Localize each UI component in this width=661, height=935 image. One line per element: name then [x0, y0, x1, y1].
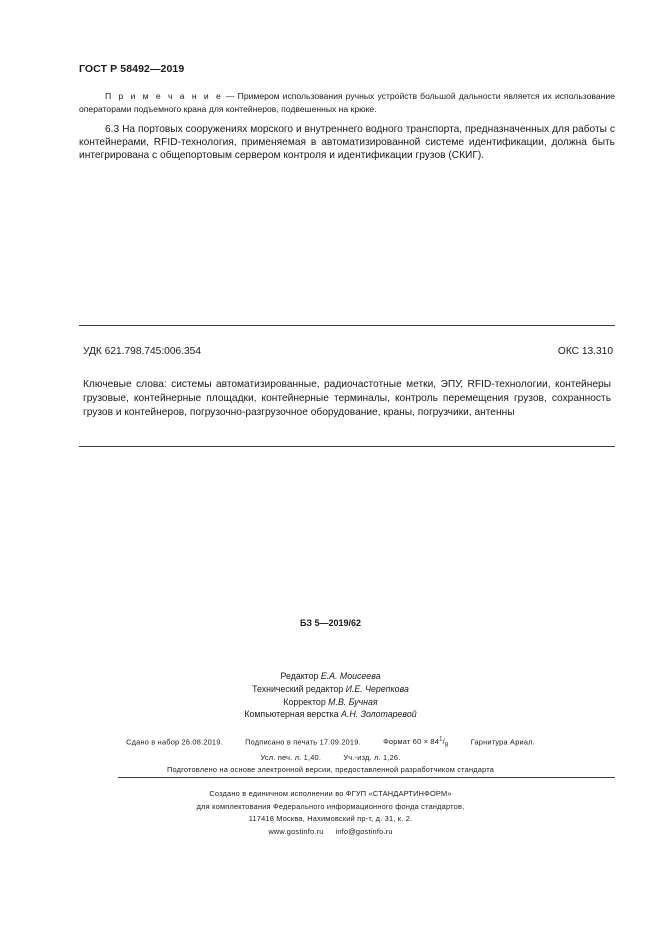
- footer-block: [0, 788, 661, 838]
- website-link[interactable]: www.gostinfo.ru: [268, 826, 324, 836]
- divider-bottom: [79, 446, 615, 447]
- note-text: — Примером использования ручных устройств большой дальности является их использование операторами подъемного крана для контейнеров, подвешенных на крюке.: [79, 91, 615, 114]
- credit-editor: Редактор Е.А. Моисеева: [280, 671, 381, 681]
- oks-code: ОКС 13.310: [557, 346, 613, 357]
- udk-code: УДК 621.798.745:006.354: [83, 346, 201, 357]
- section-6-3-text: 6.3 На портовых сооружениях морского и внутреннего водного транспорта, предназначенных для работы с контейнерами, RFID-технология, применяемая в автоматизированной системе идентификации, должна быть интегрирована с общепортовым сервером контроля и идентификации грузов (СКИГ).: [79, 124, 615, 162]
- credit-proofreader: Корректор М.В. Бучная: [283, 696, 378, 707]
- keywords-paragraph: Ключевые слова: системы автоматизированные, радиочастотные метки, ЭПУ, RFID-технологии, контейнеры грузовые, контейнерные площадки, контейнерные терминалы, контроль перемещения грузов, сохранность грузов и контейнеров, погрузочно-разгрузочное оборудование, краны, погрузчики, антенны: [83, 379, 611, 418]
- publication-line-3: Подготовлено на основе электронной версии, предоставленной разработчиком стандарта: [166, 764, 495, 774]
- format-info: Формат $60 \times 84^1/_8$: [383, 737, 449, 749]
- note-paragraph: [79, 90, 615, 115]
- note-label: П р и м е ч а н и е: [105, 91, 223, 101]
- credits-block: [0, 670, 661, 721]
- footer-contacts: [0, 826, 661, 839]
- credit-layout: Компьютерная верстка А.Н. Золотаревой: [244, 709, 417, 720]
- publication-line-2: Усл. печ. л. 1,40. Уч.-изд. л. 1,26.: [260, 753, 401, 763]
- bz-number: БЗ 5—2019/62: [299, 618, 362, 628]
- footer-line-1: Создано в единичном исполнении во ФГУП «СТАНДАРТИНФОРМ»: [209, 789, 452, 798]
- divider-top: [79, 325, 615, 326]
- credit-tech-editor: Технический редактор И.Е. Черепкова: [252, 683, 409, 694]
- standard-header: ГОСТ Р 58492—2019: [79, 63, 185, 75]
- footer-line-2: для комплектования Федерального информационного фонда стандартов,: [196, 801, 465, 811]
- section-6-3-paragraph: [79, 123, 615, 163]
- divider-footer: [118, 777, 615, 778]
- footer-line-3: 117418 Москва, Нахимовский пр-т, д. 31, к. 2.: [248, 814, 413, 824]
- publication-info: [0, 735, 661, 775]
- publication-line-1: Сдано в набор 26.08.2019. Подписано в печать 17.09.2019. Формат $60 \times 84^1/_8$ Гарнитура Ариал.: [126, 737, 535, 749]
- email-link[interactable]: info@gostinfo.ru: [335, 826, 393, 836]
